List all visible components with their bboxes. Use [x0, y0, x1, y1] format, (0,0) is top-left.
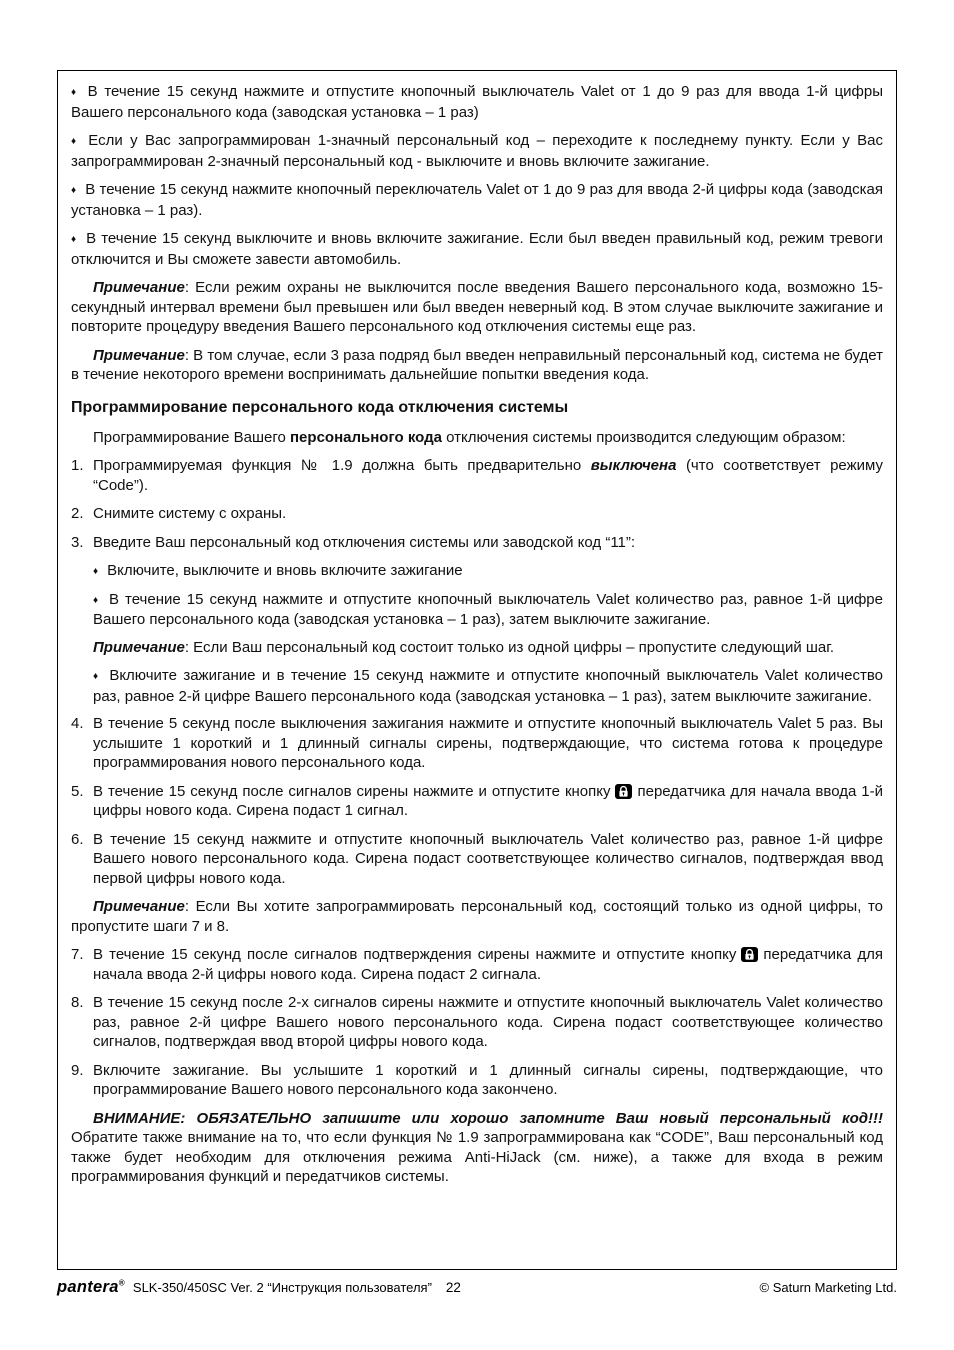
attention-text: Обратите также внимание на то, что если функция № 1.9 запрограммирована как “CODE”, Ваш персональный код также будет необходим для отключения режима Anti-HiJack (см. ниже), а также для входа в режим программирования функций и передатчиков системы. — [71, 1129, 883, 1185]
diamond-bullet-icon: ♦ — [71, 87, 79, 98]
sub-bullet-text: В течение 15 секунд нажмите и отпустите кнопочный выключатель Valet количество раз, равное 1-й цифре Вашего персонального кода (заводская установка – 1 раз), затем выключите зажигание. — [93, 590, 883, 628]
step-text: передатчика для начала ввода 1-й цифры нового кода. Сирена подаст 1 сигнал. — [93, 782, 883, 819]
intro-pre: Программирование Вашего — [93, 428, 290, 446]
step-item-6 — [71, 830, 883, 889]
note-label: Примечание — [93, 279, 185, 296]
step-item-1 — [71, 456, 883, 495]
step-text: В течение 15 секунд после сигналов подтверждения сирены нажмите и отпустите кнопку — [93, 946, 737, 963]
lock-button-icon — [741, 947, 758, 962]
lock-button-icon — [615, 784, 632, 799]
footer-copyright: © Saturn Marketing Ltd. — [759, 1280, 897, 1295]
bullet-text: Если у Вас запрограммирован 1-значный персональный код – переходите к последнему пункту. Если у Вас запрограммирован 2-значный персональный код - выключите и вновь включите зажигание. — [71, 132, 884, 170]
step-3-substeps — [93, 666, 883, 706]
attention-emphasis: ВНИМАНИЕ: ОБЯЗАТЕЛЬНО запишите или хорошо запомните Ваш новый персональный код!!! — [93, 1109, 883, 1127]
attention-paragraph — [71, 1109, 883, 1187]
note-paragraph — [71, 278, 883, 337]
bullet-text: В течение 15 секунд нажмите и отпустите кнопочный выключатель Valet от 1 до 9 раз для ввода 1-й цифры Вашего персонального кода (заводская установка – 1 раз) — [71, 83, 884, 121]
note-paragraph — [71, 897, 883, 936]
bullet-text: В течение 15 секунд нажмите кнопочный переключатель Valet от 1 до 9 раз для ввода 2-й цифры кода (заводская установка – 1 раз). — [71, 181, 883, 219]
step-item-2 — [71, 504, 883, 524]
step-number: 8. — [71, 994, 84, 1011]
step-text: В течение 15 секунд нажмите и отпустите кнопочный выключатель Valet количество раз, равное 1-й цифре Вашего нового персонального кода. Сирена подаст соответствующее количество сигналов, подтверждая ввод первой цифры нового кода. — [93, 830, 883, 887]
note-paragraph — [93, 638, 883, 658]
note-label: Примечание — [93, 346, 185, 364]
step-number: 7. — [71, 946, 84, 963]
note-text: : Если Вы хотите запрограммировать персональный код, состоящий только из одной цифры, то пропустите шаги 7 и 8. — [71, 898, 883, 935]
diamond-bullet-icon: ♦ — [71, 136, 80, 147]
step-text: Включите зажигание. Вы услышите 1 короткий и 1 длинный сигналы сирены, подтверждающие, что программирование Вашего нового персонального кода закончено. — [93, 1061, 883, 1098]
step-number: 6. — [71, 830, 84, 848]
sub-bullet-item — [93, 561, 883, 582]
note-text: : В том случае, если 3 раза подряд был введен неправильный персональный код, система не будет в течение некоторого времени воспринимать дальнейшие попытки введения кода. — [71, 346, 883, 383]
step-number: 3. — [71, 533, 84, 551]
bullet-item — [71, 82, 883, 122]
step-text: В течение 15 секунд после 2-х сигналов сирены нажмите и отпустите кнопочный выключатель Valet количество раз, равное 2-й цифре Вашего нового персонального кода. Сирена подаст соответствующее количество сигналов, подтверждая ввод второй цифры нового кода. — [93, 994, 883, 1050]
registered-trademark-icon: ® — [118, 1278, 125, 1288]
note-text: : Если режим охраны не выключится после введения Вашего персонального кода, возможно 15-секундный интервал времени был превышен или был введен неверный код. В этом случае выключите зажигание и повторите процедуру введения Вашего персонального код отключения системы еще раз. — [71, 279, 883, 335]
sub-bullet-item — [93, 590, 883, 630]
bullet-item — [71, 229, 883, 269]
step-text: Снимите систему с охраны. — [93, 505, 287, 522]
step-text: Введите Ваш персональный код отключения системы или заводской код “11”: — [93, 533, 636, 551]
pantera-logo-text: pantera — [57, 1278, 119, 1296]
step-number: 4. — [71, 715, 84, 732]
intro-paragraph — [71, 428, 883, 448]
page-footer — [57, 1278, 897, 1297]
intro-bold: персонального кода — [290, 428, 442, 446]
diamond-bullet-icon: ♦ — [71, 234, 78, 245]
note-label: Примечание — [93, 638, 185, 656]
step-text: В течение 15 секунд после сигналов сирены нажмите и отпустите кнопку — [93, 782, 611, 800]
section-heading: Программирование персонального кода отключения системы — [71, 398, 569, 416]
step-item-5 — [71, 782, 883, 821]
step-number: 9. — [71, 1061, 84, 1079]
page-number: 22 — [445, 1280, 461, 1295]
step-number: 2. — [71, 505, 84, 522]
diamond-bullet-icon: ♦ — [93, 671, 101, 682]
diamond-bullet-icon: ♦ — [93, 594, 100, 606]
step-emphasis: выключена — [590, 457, 677, 474]
sub-bullet-text: Включите зажигание и в течение 15 секунд нажмите и отпустите кнопочный выключатель Valet количество раз, равное 2-й цифре Вашего персонального кода (заводская установка – 1 раз), затем выключите зажигание. — [93, 667, 883, 705]
step-3-substeps — [93, 561, 883, 630]
footer-left — [57, 1278, 461, 1297]
sub-bullet-text: Включите, выключите и вновь включите зажигание — [107, 562, 463, 579]
diamond-bullet-icon: ♦ — [93, 566, 99, 577]
pantera-logo — [57, 1278, 125, 1297]
step-text: (что соответствует режиму “Code”). — [93, 457, 884, 494]
step-text: Программируемая функция № 1.9 должна быть предварительно — [93, 457, 591, 474]
intro-post: отключения системы производится следующим образом: — [441, 428, 846, 446]
step-item-8 — [71, 993, 883, 1052]
note-label: Примечание — [93, 898, 185, 915]
diamond-bullet-icon: ♦ — [71, 185, 77, 196]
step-text: передатчика для начала ввода 2-й цифры нового кода. Сирена подаст 2 сигнала. — [93, 946, 883, 983]
page-border-frame — [57, 70, 897, 1270]
note-text: : Если Ваш персональный код состоит только из одной цифры – пропустите следующий шаг. — [184, 638, 835, 656]
footer-doc-title: SLK-350/450SC Ver. 2 “Инструкция пользователя” — [132, 1280, 432, 1295]
step-item-3 — [71, 533, 883, 553]
step-item-7 — [71, 945, 883, 984]
bullet-item — [71, 180, 883, 220]
bullet-text: В течение 15 секунд выключите и вновь включите зажигание. Если был введен правильный код, режим тревоги отключится и Вы сможете завести автомобиль. — [71, 230, 883, 268]
step-item-9 — [71, 1061, 883, 1100]
bullet-item — [71, 131, 883, 171]
step-item-4 — [71, 714, 883, 773]
sub-bullet-item — [93, 666, 883, 706]
step-text: В течение 5 секунд после выключения зажигания нажмите и отпустите кнопочный выключатель Valet 5 раз. Вы услышите 1 короткий и 1 длинный сигналы сирены, подтверждающие, что система готова к процедуре программирования нового персонального кода. — [93, 715, 883, 771]
note-paragraph — [71, 346, 883, 385]
step-number: 1. — [71, 457, 84, 474]
step-number: 5. — [71, 782, 84, 800]
